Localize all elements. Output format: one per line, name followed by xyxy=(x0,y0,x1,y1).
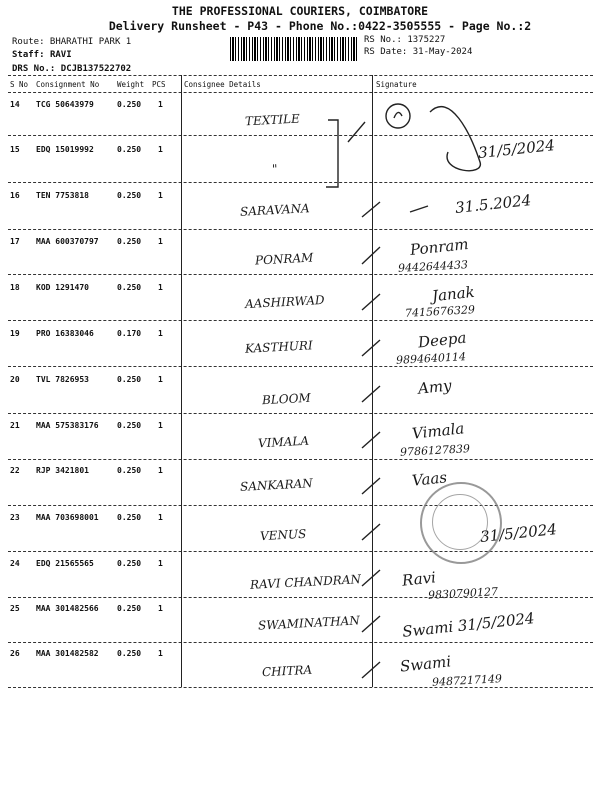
slash-mark xyxy=(362,202,380,217)
handwritten-signature: Amy xyxy=(417,376,453,398)
row-consignment: TCG 50643979 xyxy=(36,100,94,109)
row-weight: 0.250 xyxy=(117,559,142,568)
slash-mark xyxy=(362,478,380,494)
row-weight: 0.250 xyxy=(117,191,142,200)
row-consignment: RJP 3421801 xyxy=(36,466,89,475)
drs-label: DRS No.: xyxy=(12,64,56,74)
handwritten-consignee: " xyxy=(271,161,278,177)
row-pcs: 1 xyxy=(158,375,163,384)
row-consignment: MAA 600370797 xyxy=(36,237,99,246)
slash-mark xyxy=(362,247,380,264)
row-sno: 25 xyxy=(10,604,20,613)
handwritten-marks xyxy=(180,92,600,692)
row-pcs: 1 xyxy=(158,191,163,200)
table-top-rule xyxy=(8,75,593,76)
row-pcs: 1 xyxy=(158,145,163,154)
slash-mark xyxy=(362,294,380,310)
stamp-inner-ring xyxy=(432,494,488,550)
row-pcs: 1 xyxy=(158,283,163,292)
col-pcs: PCS xyxy=(152,80,166,89)
slash-mark xyxy=(362,340,380,356)
rs-number: RS No.: 1375227 xyxy=(364,35,446,45)
row-pcs: 1 xyxy=(158,649,163,658)
row-sno: 19 xyxy=(10,329,20,338)
row-weight: 0.250 xyxy=(117,604,142,613)
handwritten-signature: Ponram xyxy=(409,234,470,260)
row-consignment: TEN 7753818 xyxy=(36,191,89,200)
slash-mark xyxy=(362,524,380,540)
row-weight: 0.250 xyxy=(117,100,142,109)
barcode-image xyxy=(230,37,358,61)
row-pcs: 1 xyxy=(158,329,163,338)
row-sno: 18 xyxy=(10,283,20,292)
row-pcs: 1 xyxy=(158,559,163,568)
handwritten-consignee: CHITRA xyxy=(261,662,313,680)
handwritten-consignee: VIMALA xyxy=(257,433,310,451)
row-consignment: EDQ 21565565 xyxy=(36,559,94,568)
row-consignment: MAA 301482582 xyxy=(36,649,99,658)
row-sno: 24 xyxy=(10,559,20,568)
handwritten-consignee: SANKARAN xyxy=(239,476,314,494)
row-sno: 14 xyxy=(10,100,20,109)
row-weight: 0.250 xyxy=(117,283,142,292)
slash-mark xyxy=(362,662,380,678)
row-pcs: 1 xyxy=(158,604,163,613)
row-weight: 0.250 xyxy=(117,466,142,475)
row-consignment: MAA 301482566 xyxy=(36,604,99,613)
row-sno: 22 xyxy=(10,466,20,475)
courier-stamp xyxy=(420,482,502,564)
row-pcs: 1 xyxy=(158,421,163,430)
handwritten-signature: Ravi xyxy=(401,568,437,590)
handwritten-consignee: PONRAM xyxy=(254,250,314,268)
handwritten-signature: 31/5/2024 xyxy=(479,520,558,546)
row-weight: 0.250 xyxy=(117,375,142,384)
row-consignment: KOD 1291470 xyxy=(36,283,89,292)
handwritten-signature: Vimala xyxy=(411,419,466,443)
handwritten-phone: 9487217149 xyxy=(431,672,503,689)
slash-mark xyxy=(362,616,380,632)
row-pcs: 1 xyxy=(158,513,163,522)
handwritten-signature: Swami 31/5/2024 xyxy=(401,609,536,641)
handwritten-consignee: SWAMINATHAN xyxy=(257,613,361,633)
runsheet-subtitle: Delivery Runsheet - P43 - Phone No.:0422-3505555 - Page No.:2 xyxy=(108,19,532,33)
bracket-mark xyxy=(326,120,338,187)
row-sno: 16 xyxy=(10,191,20,200)
row-weight: 0.250 xyxy=(117,421,142,430)
row-consignment: PRO 16383046 xyxy=(36,329,94,338)
handwritten-consignee: TEXTILE xyxy=(244,111,301,129)
drs-number: DCJB137522702 xyxy=(60,64,132,74)
row-sno: 17 xyxy=(10,237,20,246)
staff-label: Staff: xyxy=(12,50,45,60)
tick-mark xyxy=(348,122,365,142)
company-title: THE PROFESSIONAL COURIERS, COIMBATORE xyxy=(171,4,429,18)
col-consignee: Consignee Details xyxy=(184,80,261,89)
row-consignment: EDQ 15019992 xyxy=(36,145,94,154)
handwritten-phone: 9830790127 xyxy=(427,585,499,602)
col-signature: Signature xyxy=(376,80,417,89)
handwritten-consignee: VENUS xyxy=(259,526,307,544)
drs-line xyxy=(12,64,131,74)
staff-line xyxy=(12,50,72,60)
row-sno: 15 xyxy=(10,145,20,154)
row-sno: 21 xyxy=(10,421,20,430)
col-consignment: Consignment No xyxy=(36,80,100,89)
rs-date: RS Date: 31-May-2024 xyxy=(364,47,473,57)
col-weight: Weight xyxy=(117,80,145,89)
slash-mark xyxy=(362,570,380,586)
handwritten-signature: Swami xyxy=(399,652,452,676)
row-consignment: MAA 575383176 xyxy=(36,421,99,430)
handwritten-phone: 9786127839 xyxy=(399,442,471,459)
handwritten-consignee: SARAVANA xyxy=(239,201,311,219)
slash-mark xyxy=(362,432,380,448)
row-weight: 0.250 xyxy=(117,649,142,658)
row-weight: 0.250 xyxy=(117,145,142,154)
handwritten-phone: 9894640114 xyxy=(395,350,467,367)
row-sno: 20 xyxy=(10,375,20,384)
handwritten-consignee: BLOOM xyxy=(261,390,312,408)
slash-mark xyxy=(362,386,380,402)
row-weight: 0.250 xyxy=(117,237,142,246)
circle-mark xyxy=(386,104,410,128)
handwritten-consignee: RAVI CHANDRAN xyxy=(249,572,362,592)
staff-name: RAVI xyxy=(49,50,72,60)
row-weight: 0.170 xyxy=(117,329,142,338)
row-sno: 23 xyxy=(10,513,20,522)
row-pcs: 1 xyxy=(158,466,163,475)
handwritten-phone: 9442644433 xyxy=(397,258,469,275)
handwritten-signature: Vaas xyxy=(411,468,448,490)
handwritten-signature: 31.5.2024 xyxy=(454,191,533,217)
handwritten-signature: Janak xyxy=(431,282,476,306)
handwritten-signature: 31/5/2024 xyxy=(477,136,556,162)
col-sno: S No xyxy=(10,80,29,89)
row-consignment: MAA 703698001 xyxy=(36,513,99,522)
row-consignment: TVL 7826953 xyxy=(36,375,89,384)
row-weight: 0.250 xyxy=(117,513,142,522)
handwritten-signature: Deepa xyxy=(417,328,468,352)
handwritten-consignee: AASHIRWAD xyxy=(244,292,325,312)
handwritten-consignee: KASTHURI xyxy=(244,338,314,356)
handwritten-phone: 7415676329 xyxy=(404,303,476,320)
row-pcs: 1 xyxy=(158,100,163,109)
route-label: Route: BHARATHI PARK 1 xyxy=(12,37,132,47)
row-pcs: 1 xyxy=(158,237,163,246)
row-sno: 26 xyxy=(10,649,20,658)
signature-scribble xyxy=(430,107,480,171)
